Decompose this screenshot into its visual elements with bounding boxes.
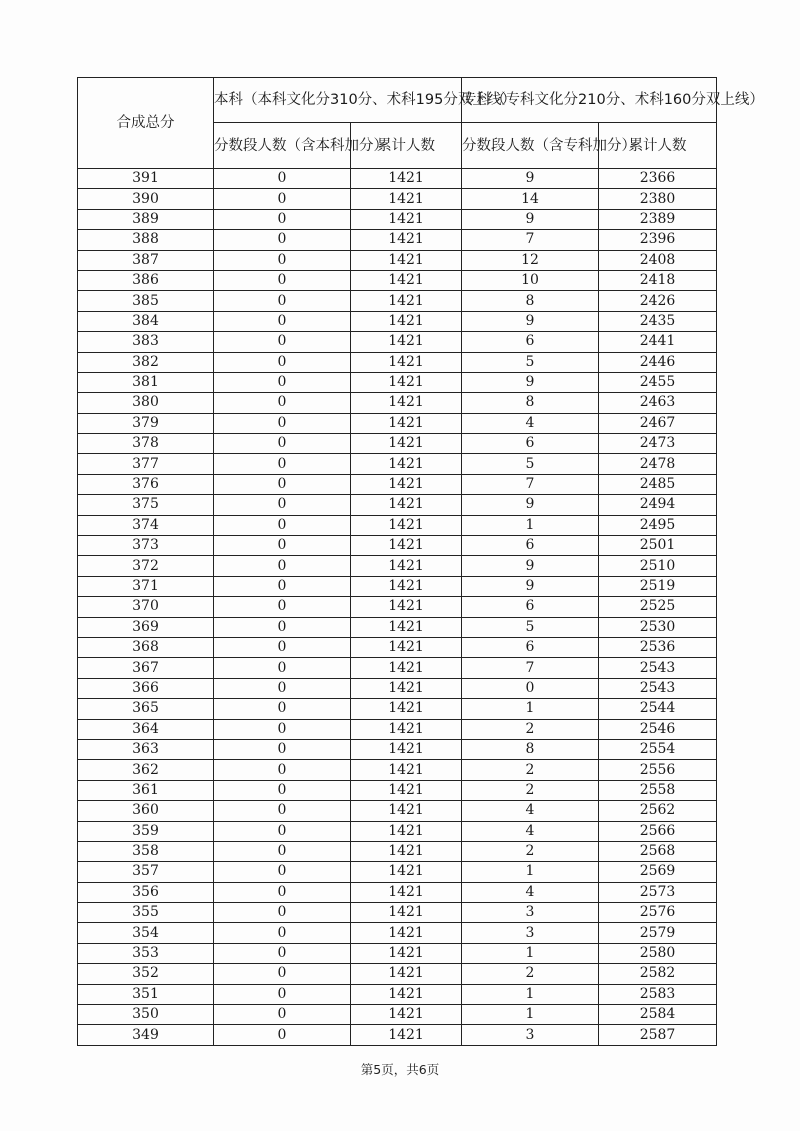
college-cumulative-cell: 2426 [599,291,717,311]
undergrad-segment-count-cell: 0 [214,291,351,311]
undergrad-segment-count-cell: 0 [214,801,351,821]
score-cell: 375 [78,495,214,515]
table-row [78,739,717,759]
undergrad-cumulative-cell: 1421 [351,209,462,229]
college-cumulative-cell: 2501 [599,536,717,556]
undergrad-segment-count-cell: 0 [214,454,351,474]
score-cell: 353 [78,943,214,963]
score-cell: 354 [78,923,214,943]
table-row [78,617,717,637]
score-cell: 369 [78,617,214,637]
undergrad-cumulative-cell: 1421 [351,332,462,352]
college-segment-count-cell: 5 [462,352,599,372]
college-cumulative-cell: 2389 [599,209,717,229]
undergrad-segment-count-cell: 0 [214,1025,351,1045]
table-row [78,658,717,678]
table-row [78,821,717,841]
undergrad-cumulative-cell: 1421 [351,393,462,413]
undergrad-cumulative-cell: 1421 [351,454,462,474]
table-row [78,760,717,780]
score-cell: 388 [78,230,214,250]
college-segment-count-cell: 10 [462,270,599,290]
table-row [78,230,717,250]
score-cell: 382 [78,352,214,372]
table-row [78,576,717,596]
score-cell: 373 [78,536,214,556]
undergrad-segment-count-cell: 0 [214,332,351,352]
score-cell: 384 [78,311,214,331]
college-cumulative-cell: 2396 [599,230,717,250]
undergrad-cumulative-cell: 1421 [351,372,462,392]
table-row [78,597,717,617]
undergrad-cumulative-cell: 1421 [351,780,462,800]
college-segment-count-cell: 2 [462,780,599,800]
table-row [78,209,717,229]
undergrad-cumulative-cell: 1421 [351,536,462,556]
college-segment-count-cell: 1 [462,1005,599,1025]
table-row [78,270,717,290]
undergrad-cumulative-cell: 1421 [351,678,462,698]
undergrad-cumulative-cell: 1421 [351,699,462,719]
undergrad-segment-count-cell: 0 [214,678,351,698]
table-row [78,964,717,984]
college-group-header: 专科（专科文化分210分、术科160分双上线） [462,78,717,123]
college-segment-count-cell: 2 [462,841,599,861]
undergrad-segment-count-cell: 0 [214,658,351,678]
undergrad-cumulative-cell: 1421 [351,556,462,576]
undergrad-cumulative-cell: 1421 [351,923,462,943]
table-row [78,189,717,209]
score-cell: 357 [78,862,214,882]
undergrad-cumulative-cell: 1421 [351,1025,462,1045]
score-cell: 349 [78,1025,214,1045]
undergrad-cumulative-cell: 1421 [351,984,462,1004]
score-cell: 379 [78,413,214,433]
undergrad-cumulative-cell: 1421 [351,841,462,861]
college-segment-count-cell: 1 [462,699,599,719]
undergrad-cumulative-cell: 1421 [351,352,462,372]
college-cumulative-cell: 2418 [599,270,717,290]
score-cell: 351 [78,984,214,1004]
undergrad-segment-count-cell: 0 [214,841,351,861]
score-cell: 359 [78,821,214,841]
table-header-row-1 [78,78,717,123]
college-cumulative-cell: 2467 [599,413,717,433]
table-row [78,536,717,556]
undergrad-segment-count-cell: 0 [214,189,351,209]
undergrad-segment-count-cell: 0 [214,739,351,759]
undergrad-cumulative-cell: 1421 [351,230,462,250]
college-cumulative-cell: 2530 [599,617,717,637]
college-cumulative-cell: 2580 [599,943,717,963]
undergrad-segment-count-cell: 0 [214,413,351,433]
college-segment-count-cell: 14 [462,189,599,209]
score-cell: 350 [78,1005,214,1025]
college-segment-count-cell: 2 [462,964,599,984]
undergrad-cumulative-cell: 1421 [351,617,462,637]
college-segment-count-cell: 1 [462,515,599,535]
undergrad-segment-count-cell: 0 [214,576,351,596]
college-cumulative-cell: 2543 [599,658,717,678]
college-segment-count-cell: 8 [462,393,599,413]
undergrad-cumulative-cell: 1421 [351,821,462,841]
score-cell: 367 [78,658,214,678]
college-segment-count-cell: 1 [462,943,599,963]
score-cell: 380 [78,393,214,413]
college-cumulative-cell: 2569 [599,862,717,882]
undergrad-segment-count-cell: 0 [214,617,351,637]
undergrad-segment-count-cell: 0 [214,984,351,1004]
undergrad-cumulative-header: 累计人数 [351,123,462,169]
score-cell: 389 [78,209,214,229]
college-cumulative-cell: 2544 [599,699,717,719]
college-segment-count-cell: 8 [462,739,599,759]
college-cumulative-cell: 2435 [599,311,717,331]
college-segment-count-cell: 9 [462,556,599,576]
college-cumulative-cell: 2546 [599,719,717,739]
score-cell: 386 [78,270,214,290]
undergrad-segment-count-cell: 0 [214,372,351,392]
table-row [78,413,717,433]
undergrad-segment-count-header: 分数段人数（含本科加分） [214,123,351,169]
college-segment-count-header: 分数段人数（含专科加分） [462,123,599,169]
college-cumulative-cell: 2566 [599,821,717,841]
college-segment-count-cell: 3 [462,1025,599,1045]
table-row [78,862,717,882]
college-cumulative-cell: 2495 [599,515,717,535]
college-segment-count-cell: 8 [462,291,599,311]
undergrad-cumulative-cell: 1421 [351,311,462,331]
college-segment-count-cell: 4 [462,821,599,841]
table-row [78,434,717,454]
undergrad-cumulative-cell: 1421 [351,270,462,290]
undergrad-segment-count-cell: 0 [214,699,351,719]
undergrad-segment-count-cell: 0 [214,862,351,882]
college-cumulative-cell: 2494 [599,495,717,515]
college-cumulative-cell: 2576 [599,903,717,923]
undergrad-group-header: 本科（本科文化分310分、术科195分双上线） [214,78,462,123]
undergrad-segment-count-cell: 0 [214,821,351,841]
college-cumulative-cell: 2543 [599,678,717,698]
score-cell: 377 [78,454,214,474]
college-segment-count-cell: 6 [462,536,599,556]
college-segment-count-cell: 7 [462,230,599,250]
table-row [78,841,717,861]
table-row [78,903,717,923]
table-row [78,250,717,270]
score-cell: 371 [78,576,214,596]
college-cumulative-cell: 2587 [599,1025,717,1045]
score-cell: 390 [78,189,214,209]
score-cell: 358 [78,841,214,861]
college-cumulative-cell: 2519 [599,576,717,596]
college-cumulative-cell: 2568 [599,841,717,861]
college-cumulative-cell: 2446 [599,352,717,372]
undergrad-cumulative-cell: 1421 [351,658,462,678]
table-row [78,474,717,494]
college-segment-count-cell: 9 [462,209,599,229]
table-row [78,1025,717,1045]
score-cell: 385 [78,291,214,311]
college-segment-count-cell: 9 [462,169,599,189]
college-cumulative-cell: 2583 [599,984,717,1004]
college-cumulative-cell: 2455 [599,372,717,392]
table-row [78,1005,717,1025]
undergrad-segment-count-cell: 0 [214,169,351,189]
table-row [78,169,717,189]
undergrad-cumulative-cell: 1421 [351,1005,462,1025]
college-cumulative-cell: 2562 [599,801,717,821]
table-row [78,556,717,576]
score-cell: 365 [78,699,214,719]
college-segment-count-cell: 5 [462,454,599,474]
undergrad-cumulative-cell: 1421 [351,597,462,617]
college-segment-count-cell: 4 [462,882,599,902]
table-row [78,719,717,739]
undergrad-cumulative-cell: 1421 [351,291,462,311]
score-cell: 362 [78,760,214,780]
score-cell: 387 [78,250,214,270]
table-row [78,699,717,719]
table-row [78,515,717,535]
score-cell: 361 [78,780,214,800]
table-row [78,393,717,413]
college-cumulative-cell: 2463 [599,393,717,413]
college-segment-count-cell: 6 [462,434,599,454]
college-segment-count-cell: 3 [462,903,599,923]
undergrad-cumulative-cell: 1421 [351,882,462,902]
undergrad-segment-count-cell: 0 [214,903,351,923]
undergrad-segment-count-cell: 0 [214,270,351,290]
undergrad-segment-count-cell: 0 [214,882,351,902]
score-cell: 376 [78,474,214,494]
table-row [78,984,717,1004]
score-cell: 364 [78,719,214,739]
college-cumulative-cell: 2441 [599,332,717,352]
undergrad-segment-count-cell: 0 [214,556,351,576]
college-cumulative-cell: 2366 [599,169,717,189]
undergrad-segment-count-cell: 0 [214,474,351,494]
undergrad-segment-count-cell: 0 [214,760,351,780]
undergrad-cumulative-cell: 1421 [351,719,462,739]
table-row [78,332,717,352]
college-cumulative-cell: 2556 [599,760,717,780]
undergrad-segment-count-cell: 0 [214,1005,351,1025]
table-row [78,291,717,311]
college-segment-count-cell: 1 [462,984,599,1004]
undergrad-cumulative-cell: 1421 [351,739,462,759]
undergrad-cumulative-cell: 1421 [351,576,462,596]
table-row [78,454,717,474]
college-cumulative-cell: 2536 [599,637,717,657]
college-cumulative-cell: 2408 [599,250,717,270]
undergrad-segment-count-cell: 0 [214,964,351,984]
undergrad-segment-count-cell: 0 [214,495,351,515]
college-segment-count-cell: 6 [462,597,599,617]
table-row [78,801,717,821]
undergrad-cumulative-cell: 1421 [351,862,462,882]
college-segment-count-cell: 12 [462,250,599,270]
undergrad-segment-count-cell: 0 [214,515,351,535]
undergrad-segment-count-cell: 0 [214,434,351,454]
college-segment-count-cell: 4 [462,413,599,433]
table-row [78,882,717,902]
undergrad-segment-count-cell: 0 [214,230,351,250]
table-row [78,943,717,963]
college-segment-count-cell: 2 [462,760,599,780]
undergrad-segment-count-cell: 0 [214,780,351,800]
college-cumulative-cell: 2584 [599,1005,717,1025]
score-cell: 356 [78,882,214,902]
score-cell: 383 [78,332,214,352]
college-cumulative-cell: 2478 [599,454,717,474]
score-cell: 366 [78,678,214,698]
score-cell: 360 [78,801,214,821]
undergrad-cumulative-cell: 1421 [351,495,462,515]
college-cumulative-cell: 2473 [599,434,717,454]
score-distribution-table [77,77,764,1046]
college-cumulative-cell: 2485 [599,474,717,494]
score-cell: 378 [78,434,214,454]
undergrad-segment-count-cell: 0 [214,209,351,229]
page-number: 第5页，共6页 [360,1062,440,1077]
score-cell: 352 [78,964,214,984]
college-segment-count-cell: 2 [462,719,599,739]
table-row [78,311,717,331]
college-cumulative-cell: 2573 [599,882,717,902]
undergrad-cumulative-cell: 1421 [351,413,462,433]
undergrad-segment-count-cell: 0 [214,923,351,943]
college-cumulative-cell: 2510 [599,556,717,576]
undergrad-cumulative-cell: 1421 [351,474,462,494]
undergrad-cumulative-cell: 1421 [351,760,462,780]
undergrad-segment-count-cell: 0 [214,393,351,413]
undergrad-cumulative-cell: 1421 [351,801,462,821]
college-segment-count-cell: 7 [462,474,599,494]
college-segment-count-cell: 4 [462,801,599,821]
college-cumulative-cell: 2579 [599,923,717,943]
college-segment-count-cell: 9 [462,495,599,515]
college-segment-count-cell: 6 [462,637,599,657]
score-cell: 391 [78,169,214,189]
table-row [78,372,717,392]
table-row [78,352,717,372]
college-segment-count-cell: 9 [462,576,599,596]
college-segment-count-cell: 6 [462,332,599,352]
undergrad-cumulative-cell: 1421 [351,515,462,535]
score-cell: 381 [78,372,214,392]
undergrad-cumulative-cell: 1421 [351,169,462,189]
college-cumulative-cell: 2554 [599,739,717,759]
college-segment-count-cell: 5 [462,617,599,637]
undergrad-segment-count-cell: 0 [214,311,351,331]
table-body [78,169,717,1046]
undergrad-segment-count-cell: 0 [214,637,351,657]
score-cell: 374 [78,515,214,535]
undergrad-cumulative-cell: 1421 [351,434,462,454]
college-segment-count-cell: 9 [462,372,599,392]
college-cumulative-cell: 2380 [599,189,717,209]
undergrad-segment-count-cell: 0 [214,250,351,270]
undergrad-segment-count-cell: 0 [214,597,351,617]
college-segment-count-cell: 7 [462,658,599,678]
undergrad-cumulative-cell: 1421 [351,964,462,984]
undergrad-cumulative-cell: 1421 [351,637,462,657]
table-row [78,637,717,657]
college-segment-count-cell: 9 [462,311,599,331]
score-cell: 363 [78,739,214,759]
table-row [78,678,717,698]
score-cell: 370 [78,597,214,617]
undergrad-segment-count-cell: 0 [214,943,351,963]
college-cumulative-cell: 2525 [599,597,717,617]
undergrad-segment-count-cell: 0 [214,719,351,739]
college-segment-count-cell: 3 [462,923,599,943]
score-column-header: 合成总分 [78,78,214,169]
undergrad-cumulative-cell: 1421 [351,189,462,209]
score-cell: 355 [78,903,214,923]
score-cell: 368 [78,637,214,657]
undergrad-cumulative-cell: 1421 [351,250,462,270]
college-cumulative-cell: 2582 [599,964,717,984]
score-cell: 372 [78,556,214,576]
college-cumulative-cell: 2558 [599,780,717,800]
college-cumulative-header: 累计人数 [599,123,717,169]
undergrad-cumulative-cell: 1421 [351,943,462,963]
undergrad-cumulative-cell: 1421 [351,903,462,923]
table-row [78,780,717,800]
table-row [78,923,717,943]
college-segment-count-cell: 0 [462,678,599,698]
table-row [78,495,717,515]
undergrad-segment-count-cell: 0 [214,536,351,556]
undergrad-segment-count-cell: 0 [214,352,351,372]
college-segment-count-cell: 1 [462,862,599,882]
